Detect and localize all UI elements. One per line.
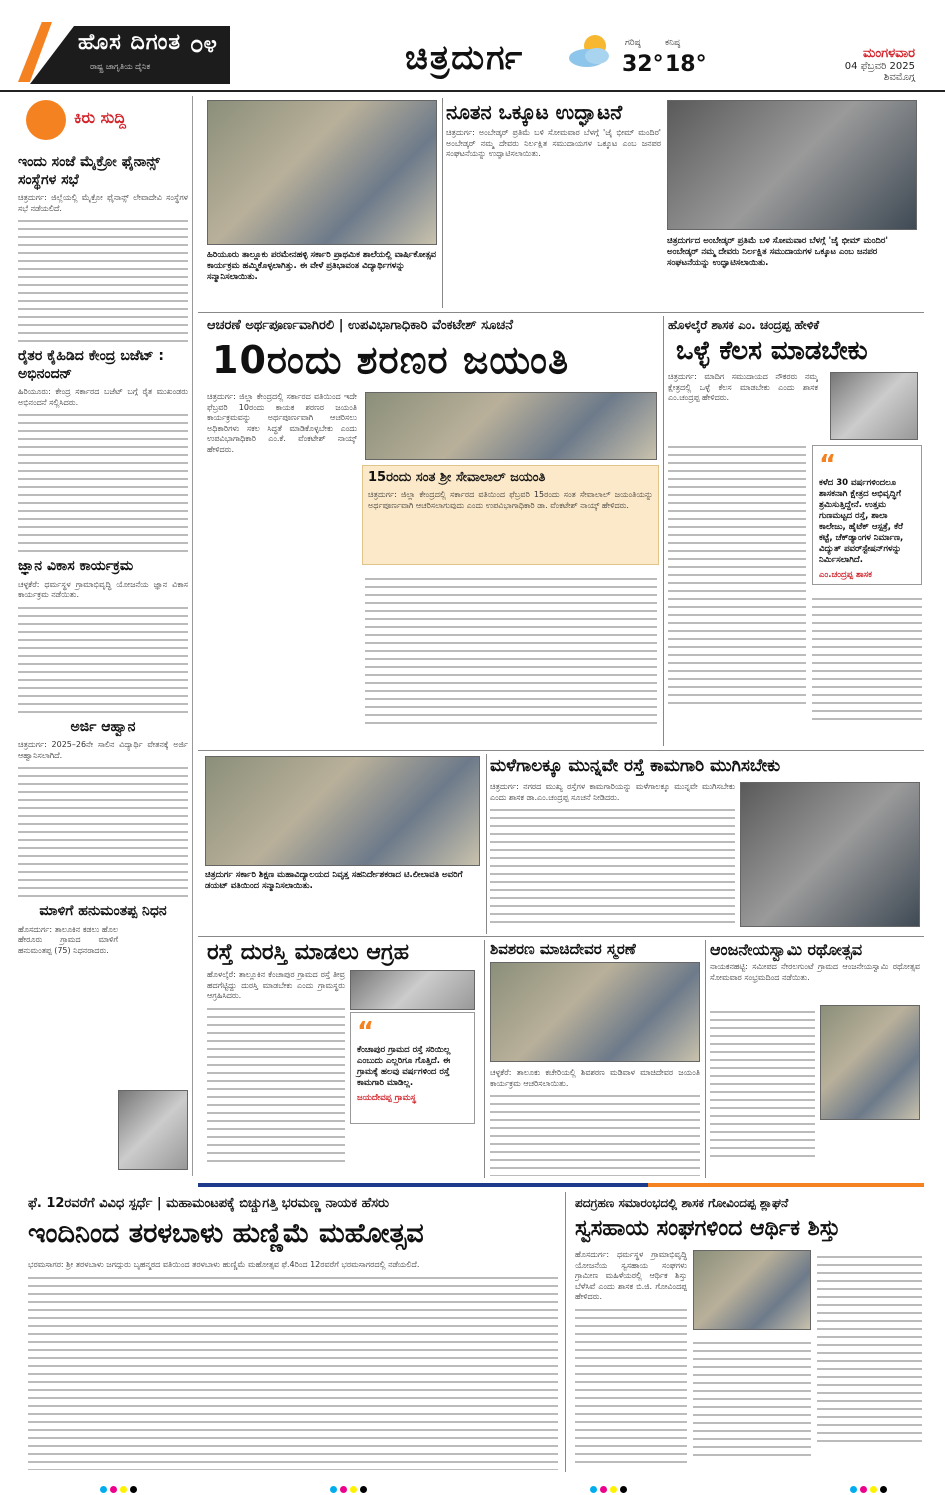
- quote-text: ಕೆಂಚಾಪುರ ಗ್ರಾಮದ ರಸ್ತೆ ಸರಿಯಿಲ್ಲ ಎಂಬುದು ಎಲ್ಲರಿಗೂ ಗೊತ್ತಿದೆ. ಈ ಗ್ರಾಮಕ್ಕೆ ಹಲವು ವರ್ಷಗಳಿಂದ ರಸ್ತೆ ಕಾಮಗಾರಿ ಮಾಡಿಲ್ಲ.: [357, 1045, 451, 1089]
- quote-text: ಕಳೆದ 30 ವರ್ಷಗಳಿಂದಲೂ ಶಾಸಕನಾಗಿ ಕ್ಷೇತ್ರದ ಅಭಿವೃದ್ಧಿಗೆ ಶ್ರಮಿಸುತ್ತಿದ್ದೇನೆ. ಉತ್ತಮ ಗುಣಮಟ್ಟದ ರಸ್ತೆ, ಶಾಲಾ ಕಾಲೇಜು, ಹೈಟೆಕ್ ಆಸ್ಪತ್ರೆ, ಕೆರೆ ಕಟ್ಟೆ, ಚೆಕ್‌ಡ್ಯಾಂಗಳ ನಿರ್ಮಾಣ, ವಿದ್ಯುತ್ ಪವರ್‌ಸ್ಟೇಷನ್‌ಗಳನ್ನು ನಿರ್ಮಿಸಲಾಗಿದೆ.: [819, 478, 904, 566]
- story-paragraph: ಭರಮಸಾಗರ: ಶ್ರೀ ತರಳಬಾಳು ಜಗದ್ಗುರು ಬೃಹನ್ಮಠದ ವತಿಯಿಂದ ತರಳಬಾಳು ಹುಣ್ಣಿಮೆ ಮಹೋತ್ಸವ ಫೆ.4ರಿಂದ 12ರವರೆಗೆ ಭರಮಸಾಗರದಲ್ಲಿ ನಡೆಯಲಿದೆ.: [28, 1260, 420, 1269]
- shg-event-photo: [693, 1250, 811, 1330]
- damaged-road-photo: [350, 970, 475, 1010]
- registration-marks: [330, 1478, 370, 1486]
- brief-headline: ರೈತರ ಕೈಹಿಡಿದ ಕೇಂದ್ರ ಬಜೆಟ್ : ಅಭಿನಂದನ್: [18, 348, 164, 382]
- kiru-suddi-column: [18, 96, 193, 1176]
- story-body-cont: [817, 1250, 922, 1470]
- section-band: [198, 1183, 648, 1187]
- section-rule: [198, 312, 924, 313]
- column-rule: [484, 940, 485, 1178]
- chariot-photo: [820, 1005, 920, 1120]
- story-headline: ಒಳ್ಳೆ ಕೆಲಸ ಮಾಡಬೇಕು: [676, 336, 868, 366]
- brief-headline: ಮಾಳಿಗೆ ಹನುಮಂತಪ್ಪ ನಿಧನ: [39, 903, 167, 920]
- story-headline: ಮಳೆಗಾಲಕ್ಕೂ ಮುನ್ನವೇ ರಸ್ತೆ ಕಾಮಗಾರಿ ಮುಗಿಸಬೇಕು: [490, 756, 781, 776]
- story-paragraph: ಚಳ್ಳಕೆರೆ: ತಾಲೂಕು ಕಚೇರಿಯಲ್ಲಿ ಶಿವಶರಣ ಮಡಿವಾಳ ಮಾಚಿದೇವರ ಜಯಂತಿ ಕಾರ್ಯಕ್ರಮ ಆಚರಿಸಲಾಯಿತು.: [490, 1068, 700, 1088]
- sub-headline: 15ರಂದು ಸಂತ ಶ್ರೀ ಸೇವಾಲಾಲ್ ಜಯಂತಿ: [368, 470, 546, 485]
- story-body: [490, 782, 735, 932]
- brief-headline: ಇಂದು ಸಂಜೆ ಮೈಕ್ರೋ ಫೈನಾನ್ಸ್ ಸಂಸ್ಥೆಗಳ ಸಭೆ: [18, 154, 160, 188]
- section-title: ಕಿರು ಸುದ್ದಿ: [74, 108, 126, 127]
- story-kicker: ಹೊಳಲ್ಕೆರೆ ಶಾಸಕ ಎಂ. ಚಂದ್ರಪ್ಪ ಹೇಳಿಕೆ: [668, 318, 820, 332]
- column-rule: [565, 1192, 566, 1472]
- road-inspection-photo: [740, 782, 920, 927]
- brief-headline: ಜ್ಞಾನ ವಿಕಾಸ ಕಾರ್ಯಕ್ರಮ: [18, 558, 134, 575]
- quote-icon: “: [357, 1017, 375, 1047]
- section-rule: [198, 750, 924, 751]
- retirement-photo: [205, 756, 480, 866]
- quote-card: [350, 1012, 475, 1124]
- min-temp: 18°: [665, 52, 707, 77]
- mla-photo: [830, 372, 918, 440]
- registration-marks: [590, 1478, 630, 1486]
- story-body: [446, 128, 661, 303]
- story-body: [28, 1260, 558, 1470]
- text-lines: [710, 1011, 815, 1157]
- date: 04 ಫೆಬ್ರವರಿ 2025: [844, 61, 915, 72]
- min-temp-label: ಕನಿಷ್ಠ: [665, 38, 681, 48]
- column-rule: [486, 754, 487, 934]
- column-rule: [442, 98, 443, 308]
- dateline: [845, 46, 915, 83]
- brief-body: ಚಳ್ಳಕೆರೆ: ಧರ್ಮಸ್ಥಳ ಗ್ರಾಮಾಭಿವೃದ್ಧಿ ಯೋಜನೆಯ ಜ್ಞಾನ ವಿಕಾಸ ಕಾರ್ಯಕ್ರಮ ನಡೆಯಿತು.: [18, 579, 188, 600]
- registration-marks: [850, 1478, 890, 1486]
- school-event-photo: [207, 100, 437, 245]
- story-headline: ರಸ್ತೆ ದುರಸ್ತಿ ಮಾಡಲು ಆಗ್ರಹ: [207, 940, 409, 965]
- story-body: [490, 1068, 700, 1176]
- story-paragraph: ಚಿತ್ರದುರ್ಗ: ಜಿಲ್ಲಾ ಕೇಂದ್ರದಲ್ಲಿ ಸರ್ಕಾರದ ವತಿಯಿಂದ ಇದೇ ಫೆಬ್ರವರಿ 10ರಂದು ಕಾಯಕ ಶರಣರ ಜಯಂತಿ ಕಾರ್ಯಕ್ರಮವನ್ನು ಅರ್ಥಪೂರ್ಣವಾಗಿ ಆಚರಿಸಲು ಅಧಿಕಾರಿಗಳು ಸಕಲ ಸಿದ್ಧತೆ ಮಾಡಿಕೊಳ್ಳಬೇಕು ಎಂದು ಉಪವಿಭಾಗಾಧಿಕಾರಿ ಎಂ.ಕೆ. ವೆಂಕಟೇಶ್ ನಾಯ್ಕ್ ಹೇಳಿದರು.: [207, 392, 357, 454]
- story-body-cont: [812, 592, 922, 742]
- text-lines: [490, 809, 735, 923]
- story-paragraph: ಚಿತ್ರದುರ್ಗ: ಜಿಲ್ಲಾ ಕೇಂದ್ರದಲ್ಲಿ ಸರ್ಕಾರದ ವತಿಯಿಂದ ಫೆಬ್ರವರಿ 15ರಂದು ಸಂತ ಸೇವಾಲಾಲ್ ಜಯಂತಿಯನ್ನು ಅರ್ಥಪೂರ್ಣವಾಗಿ ಆಚರಿಸಲಾಗುವುದು ಎಂದು ಉಪವಿಭಾಗಾಧಿಕಾರಿ ಡಾ. ವೆಂಕಟೇಶ್ ನಾಯ್ಕ್ ಹೇಳಿದರು.: [368, 490, 653, 510]
- masthead: [0, 0, 945, 92]
- text-lines: [365, 578, 657, 724]
- story-kicker: ಆಚರಣೆ ಅರ್ಥಪೂರ್ಣವಾಗಿರಲಿ | ಉಪವಿಭಾಗಾಧಿಕಾರಿ ವೆಂಕಟೇಶ್ ಸೂಚನೆ: [207, 318, 513, 333]
- column-rule: [705, 940, 706, 1178]
- photo-caption: ಹಿರಿಯೂರು ತಾಲ್ಲೂಕು ಪರಮೇನಹಳ್ಳಿ ಸರ್ಕಾರಿ ಪ್ರಾಥಮಿಕ ಶಾಲೆಯಲ್ಲಿ ವಾರ್ಷಿಕೋತ್ಸವ ಕಾರ್ಯಕ್ರಮ ಹಮ್ಮಿಕೊಳ್ಳಲಾಗಿತ್ತು. ಈ ವೇಳೆ ಪ್ರತಿಭಾವಂತ ವಿದ್ಯಾರ್ಥಿಗಳನ್ನು ಸನ್ಮಾನಿಸಲಾಯಿತು.: [207, 250, 437, 283]
- photo-caption: ಚಿತ್ರದುರ್ಗದ ಅಂಬೇಡ್ಕರ್ ಪ್ರತಿಮೆ ಬಳಿ ಸೋಮವಾರ ಬೆಳಗ್ಗೆ 'ಜೈ ಭೀಮ್ ಮಂದಿರ' ಅಂಬೇಡ್ಕರ್ ನಮ್ಮ ದೇವರು ನಿರ್ಲಕ್ಷಿತ ಸಮುದಾಯಗಳ ಒಕ್ಕೂಟ ಎಂಬ ಜನಪರ ಸಂಘಟನೆಯನ್ನು ಉದ್ಘಾಟಿಸಲಾಯಿತು.: [667, 236, 888, 269]
- page-number: ೦೪: [190, 30, 217, 58]
- brief-body: ಚಿತ್ರದುರ್ಗ: ಜಿಲ್ಲೆಯಲ್ಲಿ ಮೈಕ್ರೋ ಫೈನಾನ್ಸ್ ಲೇವಾದೇವಿ ಸಂಸ್ಥೆಗಳ ಸಭೆ ನಡೆಯಲಿದೆ.: [18, 193, 188, 213]
- story-paragraph: ಹೊಸದುರ್ಗ: ಧರ್ಮಸ್ಥಳ ಗ್ರಾಮಾಭಿವೃದ್ಧಿ ಯೋಜನೆಯ ಸ್ವಸಹಾಯ ಸಂಘಗಳು ಗ್ರಾಮೀಣ ಮಹಿಳೆಯರಲ್ಲಿ ಆರ್ಥಿಕ ಶಿಸ್ತು ಬೆಳೆಸಿವೆ ಎಂದು ಶಾಸಕ ಬಿ.ಜಿ. ಗೋವಿಂದಪ್ಪ ಹೇಳಿದರು.: [575, 1250, 687, 1302]
- photo-caption: ಚಿತ್ರದುರ್ಗ ಸರ್ಕಾರಿ ಶಿಕ್ಷಣ ಮಹಾವಿದ್ಯಾಲಯದ ನಿವೃತ್ತ ಸಹನಿರ್ದೇಶಕರಾದ ಟಿ.ಲೀಲಾವತಿ ಅವರಿಗೆ ಡಯಟ್ ವತಿಯಿಂದ ಸನ್ಮಾನಿಸಲಾಯಿತು.: [205, 870, 463, 892]
- okkoota-photo: [667, 100, 917, 230]
- max-temp-label: ಗರಿಷ್ಠ: [625, 38, 641, 48]
- partly-cloudy-icon: [565, 30, 615, 70]
- text-lines: [18, 414, 188, 552]
- story-body: [668, 372, 818, 432]
- story-body: [207, 392, 357, 742]
- lead-headline: 10ರಂದು ಶರಣರ ಜಯಂತಿ: [212, 338, 570, 382]
- story-headline: ನೂತನ ಒಕ್ಕೂಟ ಉದ್ಘಾಟನೆ: [446, 100, 623, 124]
- text-lines: [28, 1277, 558, 1470]
- story-body-cont: [710, 1005, 815, 1175]
- story-paragraph: ಚಿತ್ರದುರ್ಗ: ಮಾದಿಗ ಸಮುದಾಯದ ನೌಕರರು ನಮ್ಮ ಕ್ಷೇತ್ರದಲ್ಲಿ ಒಳ್ಳೆ ಕೆಲಸ ಮಾಡಬೇಕು ಎಂದು ಶಾಸಕ ಎಂ.ಚಂದ್ರಪ್ಪ ಹೇಳಿದರು.: [668, 372, 818, 403]
- story-body: [710, 962, 920, 1002]
- story-headline: ಶಿವಶರಣ ಮಾಚಿದೇವರ ಸ್ಮರಣೆ: [490, 940, 636, 958]
- quote-icon: “: [819, 450, 837, 480]
- story-body-cont: [693, 1336, 811, 1470]
- lead-headline: ಇಂದಿನಿಂದ ತರಳಬಾಳು ಹುಣ್ಣಿಮೆ ಮಹೋತ್ಸವ: [28, 1218, 424, 1249]
- story-body: [575, 1250, 687, 1470]
- section-band-accent: [648, 1183, 924, 1187]
- text-lines: [490, 1095, 700, 1176]
- story-body: [207, 970, 345, 1175]
- story-paragraph: ಚಿತ್ರದುರ್ಗ: ನಗರದ ಮುಖ್ಯ ರಸ್ತೆಗಳ ಕಾಮಗಾರಿಯನ್ನು ಮಳೆಗಾಲಕ್ಕೂ ಮುನ್ನವೇ ಮುಗಿಸಬೇಕು ಎಂದು ಶಾಸಕ ಡಾ.ಎಂ.ಚಂದ್ರಪ್ಪ ಸೂಚನೆ ನೀಡಿದರು.: [490, 782, 735, 802]
- quote-author: ಎಂ.ಚಂದ್ರಪ್ಪ ಶಾಸಕ: [819, 570, 872, 581]
- text-lines: [575, 1309, 687, 1463]
- text-lines: [812, 598, 922, 720]
- text-lines: [693, 1342, 811, 1456]
- sub-story-body: [368, 490, 653, 560]
- text-lines: [18, 220, 188, 342]
- registration-marks: [100, 1478, 140, 1486]
- brief-body: ಚಿತ್ರದುರ್ಗ: 2025–26ನೇ ಸಾಲಿನ ವಿದ್ಯಾರ್ಥಿ ವೇತನಕ್ಕೆ ಅರ್ಜಿ ಆಹ್ವಾನಿಸಲಾಗಿದೆ.: [18, 740, 188, 760]
- story-kicker: ಫೆ. 12ರವರೆಗೆ ವಿವಿಧ ಸ್ಪರ್ಧೆ | ಮಹಾಮಂಟಪಕ್ಕೆ ಬಿಚ್ಚುಗತ್ತಿ ಭರಮಣ್ಣ ನಾಯಕ ಹೆಸರು: [28, 1196, 390, 1211]
- story-body-cont: [365, 572, 657, 742]
- story-paragraph: ಚಿತ್ರದುರ್ಗ: ಅಂಬೇಡ್ಕರ್ ಪ್ರತಿಮೆ ಬಳಿ ಸೋಮವಾರ ಬೆಳಗ್ಗೆ 'ಜೈ ಭೀಮ್ ಮಂದಿರ' ಅಂಬೇಡ್ಕರ್ ನಮ್ಮ ದೇವರು ನಿರ್ಲಕ್ಷಿತ ಸಮುದಾಯಗಳ ಒಕ್ಕೂಟ ಎಂಬ ಜನಪರ ಸಂಘಟನೆಯನ್ನು ಉದ್ಘಾಟಿಸಲಾಯಿತು.: [446, 128, 661, 159]
- story-paragraph: ಹೊಳಲ್ಕೆರೆ: ತಾಲ್ಲೂಕಿನ ಕೆಂಚಾಪುರ ಗ್ರಾಮದ ರಸ್ತೆ ತೀವ್ರ ಹದಗೆಟ್ಟಿದ್ದು ದುರಸ್ತಿ ಮಾಡಬೇಕು ಎಂದು ಗ್ರಾಮಸ್ಥರು ಆಗ್ರಹಿಸಿದರು.: [207, 970, 345, 1001]
- story-paragraph: ನಾಯಕನಹಟ್ಟಿ: ಸಮೀಪದ ನೇರಲಗುಂಟೆ ಗ್ರಾಮದ ಆಂಜನೇಯಸ್ವಾಮಿ ರಥೋತ್ಸವ ಸೋಮವಾರ ಸಂಭ್ರಮದಿಂದ ನಡೆಯಿತು.: [710, 962, 920, 982]
- obituary-photo: [118, 1090, 188, 1170]
- city-title: ಚಿತ್ರದುರ್ಗ: [405, 38, 525, 78]
- column-rule: [663, 316, 664, 746]
- shivasharana-photo: [490, 962, 700, 1062]
- meeting-photo: [365, 392, 657, 460]
- story-kicker: ಪದಗ್ರಹಣ ಸಮಾರಂಭದಲ್ಲಿ ಶಾಸಕ ಗೋವಿಂದಪ್ಪ ಶ್ಲಾಘನೆ: [575, 1196, 789, 1210]
- story-headline: ಆಂಜನೇಯಸ್ವಾಮಿ ರಥೋತ್ಸವ: [710, 940, 863, 959]
- logo-tagline: ರಾಷ್ಟ್ರ ಜಾಗೃತಿಯ ದೈನಿಕ: [90, 62, 151, 71]
- quote-card: [812, 445, 922, 585]
- story-body-cont: [668, 440, 806, 740]
- edition: ಶಿವಮೊಗ್ಗ: [883, 72, 915, 83]
- brief-headline: ಅರ್ಜಿ ಆಹ್ವಾನ: [70, 718, 136, 735]
- day: ಮಂಗಳವಾರ: [862, 46, 915, 61]
- text-lines: [207, 1008, 345, 1162]
- brief-body: ಹಿರಿಯೂರು: ಕೇಂದ್ರ ಸರ್ಕಾರದ ಬಜೆಟ್ ಬಗ್ಗೆ ರೈತ ಮುಖಂಡರು ಅಭಿನಂದನೆ ಸಲ್ಲಿಸಿದರು.: [18, 387, 188, 407]
- logo-name: ಹೊಸ ದಿಗಂತ: [78, 30, 182, 55]
- hand-icon: [26, 100, 66, 140]
- section-header: [18, 96, 188, 148]
- quote-author: ಜಯದೇವಪ್ಪ ಗ್ರಾಮಸ್ಥ: [357, 1093, 417, 1104]
- text-lines: [18, 607, 188, 713]
- text-lines: [18, 767, 188, 897]
- brief-body: ಹೊಸದುರ್ಗ: ತಾಲೂಕಿನ ಕಡಲು ಹೊಲ ಹೇರೂರು ಗ್ರಾಮದ ಮಾಳಿಗೆ ಹನುಮಂತಪ್ಪ (75) ನಿಧನರಾದರು.: [18, 924, 118, 955]
- text-lines: [817, 1256, 922, 1442]
- story-headline: ಸ್ವಸಹಾಯ ಸಂಘಗಳಿಂದ ಆರ್ಥಿಕ ಶಿಸ್ತು: [575, 1216, 841, 1241]
- max-temp: 32°: [622, 52, 664, 77]
- text-lines: [668, 446, 806, 704]
- section-rule: [198, 936, 924, 937]
